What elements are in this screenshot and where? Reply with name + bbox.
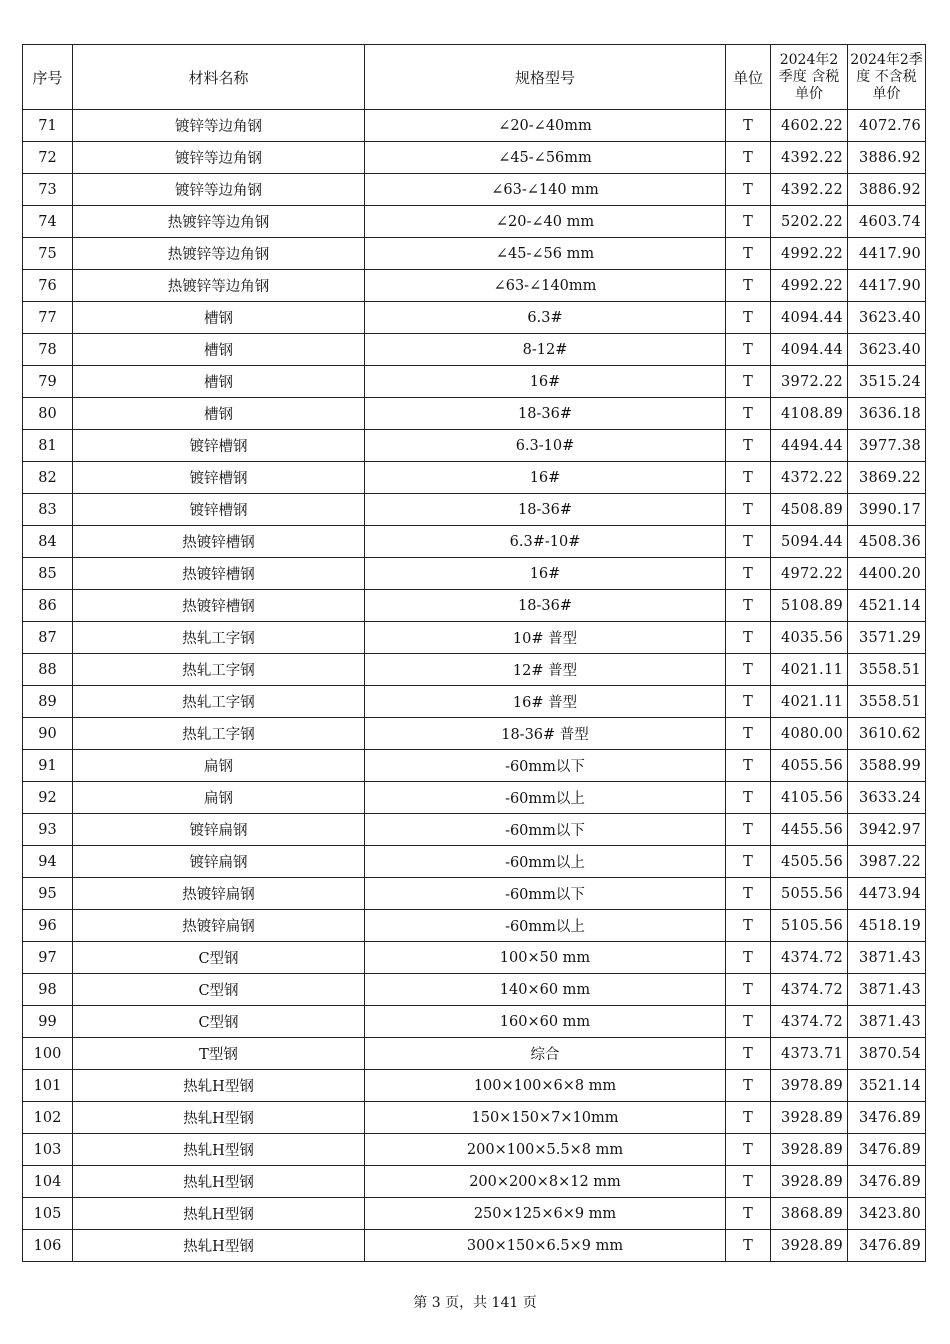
cell-unit: T [726, 654, 771, 686]
cell-material-name: 热轧工字钢 [73, 654, 365, 686]
table-row [23, 430, 926, 462]
cell-price-without-tax: 3623.40 [848, 302, 926, 334]
cell-material-name: 热镀锌槽钢 [73, 526, 365, 558]
cell-unit: T [726, 846, 771, 878]
cell-unit: T [726, 782, 771, 814]
cell-spec: 16# [365, 462, 726, 494]
cell-material-name: C型钢 [73, 942, 365, 974]
cell-price-without-tax: 4518.19 [848, 910, 926, 942]
cell-price-with-tax: 4080.00 [771, 718, 848, 750]
cell-spec: 160×60 mm [365, 1006, 726, 1038]
cell-unit: T [726, 814, 771, 846]
cell-material-name: 槽钢 [73, 366, 365, 398]
cell-seq: 103 [23, 1134, 73, 1166]
cell-seq: 94 [23, 846, 73, 878]
table-row [23, 366, 926, 398]
cell-spec: ∠63-∠140mm [365, 270, 726, 302]
cell-unit: T [726, 686, 771, 718]
cell-price-with-tax: 3928.89 [771, 1102, 848, 1134]
cell-material-name: 镀锌槽钢 [73, 462, 365, 494]
header-price-without-tax: 2024年2季度 不含税单价 [848, 45, 926, 110]
cell-spec: 16# [365, 366, 726, 398]
cell-unit: T [726, 526, 771, 558]
cell-seq: 91 [23, 750, 73, 782]
cell-spec: 6.3# [365, 302, 726, 334]
cell-unit: T [726, 1134, 771, 1166]
cell-material-name: 热轧工字钢 [73, 686, 365, 718]
cell-spec: 100×50 mm [365, 942, 726, 974]
table-row [23, 526, 926, 558]
cell-price-with-tax: 4602.22 [771, 110, 848, 142]
cell-unit: T [726, 590, 771, 622]
header-unit: 单位 [726, 45, 771, 110]
cell-price-without-tax: 3588.99 [848, 750, 926, 782]
cell-price-with-tax: 5094.44 [771, 526, 848, 558]
table-row [23, 494, 926, 526]
cell-spec: ∠20-∠40mm [365, 110, 726, 142]
cell-price-with-tax: 3868.89 [771, 1198, 848, 1230]
cell-material-name: 热镀锌等边角钢 [73, 270, 365, 302]
cell-price-with-tax: 4372.22 [771, 462, 848, 494]
cell-material-name: 槽钢 [73, 398, 365, 430]
table-row [23, 718, 926, 750]
cell-seq: 85 [23, 558, 73, 590]
cell-price-without-tax: 3871.43 [848, 942, 926, 974]
cell-seq: 86 [23, 590, 73, 622]
cell-unit: T [726, 1006, 771, 1038]
cell-seq: 72 [23, 142, 73, 174]
cell-price-with-tax: 4021.11 [771, 654, 848, 686]
table-row [23, 974, 926, 1006]
cell-price-without-tax: 3990.17 [848, 494, 926, 526]
cell-material-name: C型钢 [73, 1006, 365, 1038]
table-row [23, 910, 926, 942]
cell-unit: T [726, 270, 771, 302]
cell-seq: 96 [23, 910, 73, 942]
cell-unit: T [726, 494, 771, 526]
table-row [23, 750, 926, 782]
table-row [23, 142, 926, 174]
cell-price-without-tax: 3870.54 [848, 1038, 926, 1070]
cell-unit: T [726, 622, 771, 654]
cell-seq: 82 [23, 462, 73, 494]
cell-price-with-tax: 4374.72 [771, 942, 848, 974]
cell-material-name: 热轧工字钢 [73, 718, 365, 750]
table-row [23, 174, 926, 206]
cell-spec: 18-36# 普型 [365, 718, 726, 750]
table-row [23, 1134, 926, 1166]
table-row [23, 206, 926, 238]
table-row [23, 814, 926, 846]
cell-price-without-tax: 3558.51 [848, 686, 926, 718]
cell-price-without-tax: 3871.43 [848, 974, 926, 1006]
cell-price-with-tax: 4105.56 [771, 782, 848, 814]
header-spec: 规格型号 [365, 45, 726, 110]
cell-seq: 76 [23, 270, 73, 302]
cell-unit: T [726, 334, 771, 366]
cell-seq: 106 [23, 1230, 73, 1262]
cell-price-with-tax: 4094.44 [771, 334, 848, 366]
cell-spec: 18-36# [365, 398, 726, 430]
cell-material-name: 热轧H型钢 [73, 1198, 365, 1230]
cell-spec: 8-12# [365, 334, 726, 366]
cell-price-with-tax: 3928.89 [771, 1230, 848, 1262]
cell-seq: 99 [23, 1006, 73, 1038]
cell-seq: 98 [23, 974, 73, 1006]
cell-spec: 16# 普型 [365, 686, 726, 718]
cell-price-without-tax: 4508.36 [848, 526, 926, 558]
table-row [23, 1166, 926, 1198]
cell-price-with-tax: 5108.89 [771, 590, 848, 622]
table-row [23, 302, 926, 334]
cell-seq: 104 [23, 1166, 73, 1198]
cell-spec: -60mm以下 [365, 814, 726, 846]
cell-spec: -60mm以上 [365, 782, 726, 814]
cell-unit: T [726, 430, 771, 462]
cell-material-name: 热镀锌等边角钢 [73, 206, 365, 238]
table-body [23, 110, 926, 1262]
cell-material-name: 热镀锌扁钢 [73, 910, 365, 942]
cell-price-without-tax: 3610.62 [848, 718, 926, 750]
cell-price-without-tax: 4603.74 [848, 206, 926, 238]
cell-unit: T [726, 558, 771, 590]
cell-price-with-tax: 4508.89 [771, 494, 848, 526]
header-seq: 序号 [23, 45, 73, 110]
cell-price-with-tax: 3978.89 [771, 1070, 848, 1102]
cell-unit: T [726, 142, 771, 174]
cell-seq: 74 [23, 206, 73, 238]
cell-seq: 71 [23, 110, 73, 142]
cell-material-name: 热轧H型钢 [73, 1166, 365, 1198]
cell-spec: -60mm以下 [365, 878, 726, 910]
table-row [23, 686, 926, 718]
cell-material-name: 镀锌扁钢 [73, 846, 365, 878]
price-table [22, 44, 926, 1262]
cell-unit: T [726, 462, 771, 494]
table-row [23, 622, 926, 654]
cell-material-name: 热轧H型钢 [73, 1102, 365, 1134]
cell-price-with-tax: 4021.11 [771, 686, 848, 718]
cell-price-with-tax: 4455.56 [771, 814, 848, 846]
cell-seq: 78 [23, 334, 73, 366]
cell-price-without-tax: 3871.43 [848, 1006, 926, 1038]
cell-seq: 92 [23, 782, 73, 814]
cell-seq: 79 [23, 366, 73, 398]
cell-spec: 18-36# [365, 494, 726, 526]
cell-material-name: 热镀锌槽钢 [73, 558, 365, 590]
cell-price-without-tax: 4400.20 [848, 558, 926, 590]
cell-spec: -60mm以上 [365, 910, 726, 942]
cell-price-without-tax: 4072.76 [848, 110, 926, 142]
cell-price-without-tax: 3977.38 [848, 430, 926, 462]
cell-unit: T [726, 366, 771, 398]
cell-price-without-tax: 3476.89 [848, 1230, 926, 1262]
table-row [23, 558, 926, 590]
header-material-name: 材料名称 [73, 45, 365, 110]
cell-price-with-tax: 4373.71 [771, 1038, 848, 1070]
cell-price-without-tax: 3476.89 [848, 1166, 926, 1198]
cell-seq: 100 [23, 1038, 73, 1070]
cell-price-without-tax: 3571.29 [848, 622, 926, 654]
cell-price-without-tax: 3558.51 [848, 654, 926, 686]
cell-seq: 83 [23, 494, 73, 526]
table-row [23, 462, 926, 494]
cell-seq: 95 [23, 878, 73, 910]
cell-price-with-tax: 4972.22 [771, 558, 848, 590]
table-row [23, 878, 926, 910]
cell-material-name: 扁钢 [73, 750, 365, 782]
table-header-row [23, 45, 926, 110]
cell-spec: 综合 [365, 1038, 726, 1070]
cell-material-name: 镀锌槽钢 [73, 494, 365, 526]
cell-spec: 150×150×7×10mm [365, 1102, 726, 1134]
cell-material-name: 槽钢 [73, 302, 365, 334]
cell-price-with-tax: 4374.72 [771, 974, 848, 1006]
cell-price-without-tax: 3886.92 [848, 174, 926, 206]
cell-material-name: 热轧H型钢 [73, 1134, 365, 1166]
cell-material-name: C型钢 [73, 974, 365, 1006]
cell-price-without-tax: 4473.94 [848, 878, 926, 910]
cell-price-without-tax: 4417.90 [848, 270, 926, 302]
table-row [23, 1006, 926, 1038]
cell-unit: T [726, 910, 771, 942]
table-row [23, 942, 926, 974]
cell-price-without-tax: 3633.24 [848, 782, 926, 814]
cell-price-without-tax: 3987.22 [848, 846, 926, 878]
cell-price-with-tax: 3928.89 [771, 1134, 848, 1166]
cell-price-without-tax: 3521.14 [848, 1070, 926, 1102]
cell-seq: 88 [23, 654, 73, 686]
cell-material-name: 槽钢 [73, 334, 365, 366]
cell-spec: 12# 普型 [365, 654, 726, 686]
cell-price-with-tax: 4392.22 [771, 174, 848, 206]
cell-seq: 101 [23, 1070, 73, 1102]
cell-material-name: 热镀锌等边角钢 [73, 238, 365, 270]
cell-spec: 200×200×8×12 mm [365, 1166, 726, 1198]
cell-price-without-tax: 3423.80 [848, 1198, 926, 1230]
cell-material-name: 热镀锌扁钢 [73, 878, 365, 910]
cell-unit: T [726, 718, 771, 750]
cell-seq: 90 [23, 718, 73, 750]
table-row [23, 782, 926, 814]
table-row [23, 1038, 926, 1070]
cell-material-name: 扁钢 [73, 782, 365, 814]
cell-material-name: 热轧H型钢 [73, 1230, 365, 1262]
cell-price-with-tax: 4055.56 [771, 750, 848, 782]
cell-price-with-tax: 3972.22 [771, 366, 848, 398]
table-row [23, 1102, 926, 1134]
cell-material-name: 热轧H型钢 [73, 1070, 365, 1102]
cell-unit: T [726, 1198, 771, 1230]
cell-spec: 10# 普型 [365, 622, 726, 654]
table-row [23, 590, 926, 622]
cell-material-name: 镀锌等边角钢 [73, 174, 365, 206]
cell-price-with-tax: 4494.44 [771, 430, 848, 462]
cell-spec: -60mm以上 [365, 846, 726, 878]
cell-spec: 6.3-10# [365, 430, 726, 462]
cell-spec: ∠63-∠140 mm [365, 174, 726, 206]
cell-price-with-tax: 3928.89 [771, 1166, 848, 1198]
header-price-with-tax: 2024年2季度 含税单价 [771, 45, 848, 110]
cell-seq: 73 [23, 174, 73, 206]
table-row [23, 1198, 926, 1230]
cell-price-with-tax: 4108.89 [771, 398, 848, 430]
cell-price-without-tax: 3636.18 [848, 398, 926, 430]
cell-seq: 93 [23, 814, 73, 846]
table-row [23, 238, 926, 270]
cell-unit: T [726, 174, 771, 206]
cell-unit: T [726, 1038, 771, 1070]
cell-price-without-tax: 3886.92 [848, 142, 926, 174]
cell-price-without-tax: 3869.22 [848, 462, 926, 494]
cell-seq: 77 [23, 302, 73, 334]
cell-seq: 80 [23, 398, 73, 430]
cell-price-with-tax: 4992.22 [771, 238, 848, 270]
cell-price-without-tax: 3476.89 [848, 1134, 926, 1166]
cell-spec: 250×125×6×9 mm [365, 1198, 726, 1230]
cell-seq: 105 [23, 1198, 73, 1230]
cell-price-with-tax: 4035.56 [771, 622, 848, 654]
cell-seq: 75 [23, 238, 73, 270]
cell-price-without-tax: 3942.97 [848, 814, 926, 846]
cell-price-without-tax: 3476.89 [848, 1102, 926, 1134]
cell-seq: 89 [23, 686, 73, 718]
cell-material-name: 镀锌扁钢 [73, 814, 365, 846]
table-row [23, 1070, 926, 1102]
cell-price-with-tax: 5105.56 [771, 910, 848, 942]
cell-seq: 84 [23, 526, 73, 558]
cell-price-without-tax: 4521.14 [848, 590, 926, 622]
cell-unit: T [726, 110, 771, 142]
cell-spec: 300×150×6.5×9 mm [365, 1230, 726, 1262]
cell-material-name: 镀锌等边角钢 [73, 110, 365, 142]
cell-material-name: T型钢 [73, 1038, 365, 1070]
cell-spec: 18-36# [365, 590, 726, 622]
cell-price-without-tax: 4417.90 [848, 238, 926, 270]
page-footer: 第 3 页，共 141 页 [413, 1295, 537, 1311]
cell-spec: 100×100×6×8 mm [365, 1070, 726, 1102]
cell-unit: T [726, 942, 771, 974]
cell-price-without-tax: 3515.24 [848, 366, 926, 398]
cell-unit: T [726, 1166, 771, 1198]
cell-price-with-tax: 5202.22 [771, 206, 848, 238]
cell-unit: T [726, 398, 771, 430]
cell-price-without-tax: 3623.40 [848, 334, 926, 366]
cell-price-with-tax: 4505.56 [771, 846, 848, 878]
cell-seq: 97 [23, 942, 73, 974]
cell-spec: 140×60 mm [365, 974, 726, 1006]
table-row [23, 398, 926, 430]
cell-material-name: 镀锌等边角钢 [73, 142, 365, 174]
cell-price-with-tax: 5055.56 [771, 878, 848, 910]
cell-unit: T [726, 206, 771, 238]
cell-unit: T [726, 878, 771, 910]
cell-price-with-tax: 4392.22 [771, 142, 848, 174]
table-row [23, 110, 926, 142]
cell-spec: 200×100×5.5×8 mm [365, 1134, 726, 1166]
cell-unit: T [726, 238, 771, 270]
table-row [23, 334, 926, 366]
cell-material-name: 热轧工字钢 [73, 622, 365, 654]
cell-seq: 102 [23, 1102, 73, 1134]
cell-unit: T [726, 750, 771, 782]
cell-price-with-tax: 4992.22 [771, 270, 848, 302]
cell-spec: -60mm以下 [365, 750, 726, 782]
cell-price-with-tax: 4094.44 [771, 302, 848, 334]
cell-spec: ∠45-∠56 mm [365, 238, 726, 270]
cell-unit: T [726, 1102, 771, 1134]
cell-spec: 16# [365, 558, 726, 590]
table-row [23, 846, 926, 878]
table-row [23, 1230, 926, 1262]
cell-spec: ∠45-∠56mm [365, 142, 726, 174]
table-row [23, 654, 926, 686]
cell-unit: T [726, 1070, 771, 1102]
cell-spec: 6.3#-10# [365, 526, 726, 558]
cell-unit: T [726, 302, 771, 334]
cell-unit: T [726, 1230, 771, 1262]
cell-price-with-tax: 4374.72 [771, 1006, 848, 1038]
cell-material-name: 热镀锌槽钢 [73, 590, 365, 622]
cell-seq: 87 [23, 622, 73, 654]
cell-unit: T [726, 974, 771, 1006]
cell-spec: ∠20-∠40 mm [365, 206, 726, 238]
table-row [23, 270, 926, 302]
cell-material-name: 镀锌槽钢 [73, 430, 365, 462]
cell-seq: 81 [23, 430, 73, 462]
